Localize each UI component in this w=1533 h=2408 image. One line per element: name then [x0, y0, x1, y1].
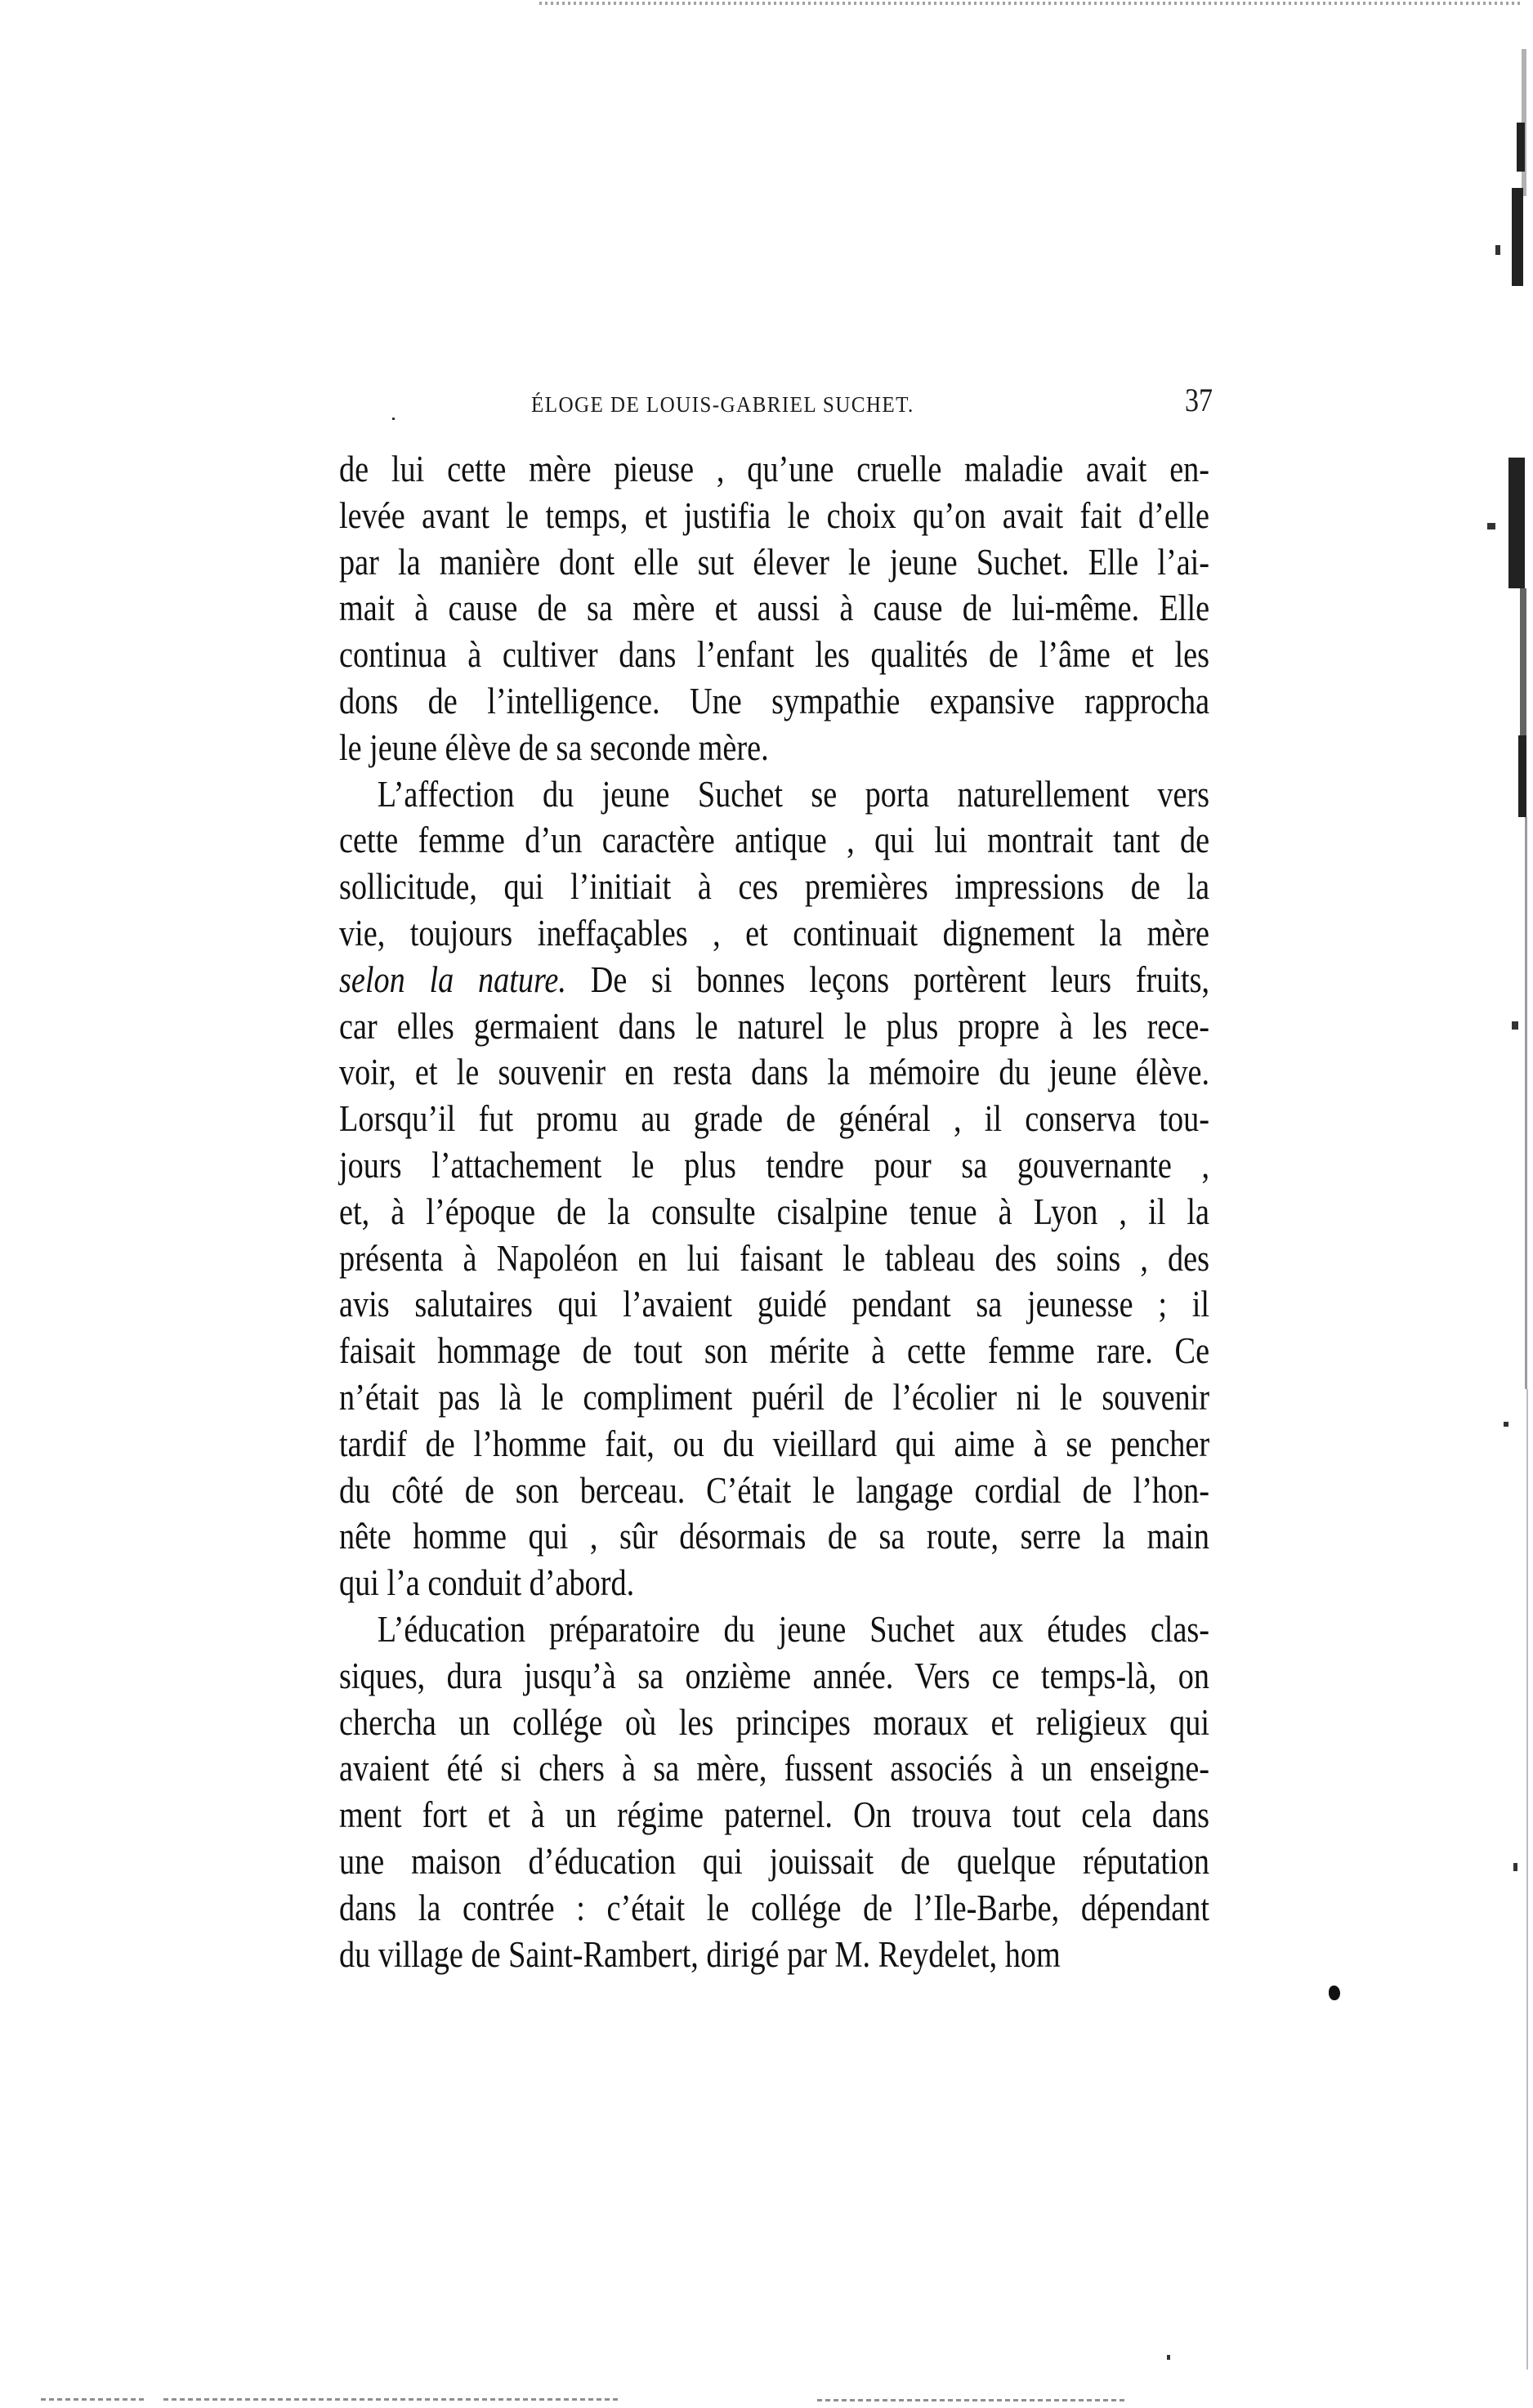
scan-right-edge-band — [1518, 735, 1526, 817]
text-line: L’éducation préparatoire du jeune Suchet aux études clas- — [377, 1608, 1210, 1650]
scan-bottom-edge-noise — [41, 2398, 147, 2401]
text-line: voir, et le souvenir en resta dans la mémoire du jeune élève. — [339, 1052, 1210, 1093]
paragraph — [339, 1606, 1209, 1977]
text-line: ment fort et à un régime paternel. On trouva tout cela dans — [339, 1794, 1210, 1836]
text-line: dons de l’intelligence. Une sympathie expansive rapprocha — [339, 680, 1210, 722]
scan-speckle — [1167, 2355, 1170, 2360]
scan-right-edge-band — [1525, 817, 1527, 1389]
paragraph — [339, 446, 1209, 771]
text-line: de lui cette mère pieuse , qu’une cruelle maladie avait en- — [339, 449, 1210, 489]
text-line: Lorsqu’il fut promu au grade de général , il conserva tou- — [339, 1098, 1210, 1140]
text-line: cette femme d’un caractère antique , qui lui montrait tant de — [339, 820, 1210, 861]
text-line: n’était pas là le compliment puéril de l’écolier ni le souvenir — [339, 1376, 1210, 1418]
ink-blot — [1329, 1986, 1340, 2000]
text-line: par la manière dont elle sut élever le jeune Suchet. Elle l’ai- — [339, 541, 1210, 583]
text-line: du village de Saint-Rambert, dirigé par M. Reydelet, hom — [339, 1933, 1061, 1975]
scan-top-edge-noise — [539, 2, 1520, 5]
text-line: faisait hommage de tout son mérite à cette femme rare. Ce — [339, 1330, 1210, 1372]
scan-right-edge-band — [1526, 1389, 1528, 2370]
text-line: tardif de l’homme fait, ou du vieillard qui aime à se pencher — [339, 1423, 1210, 1464]
scan-speckle — [1495, 245, 1500, 255]
scan-speckle — [1504, 1422, 1508, 1427]
scan-speckle — [1513, 1863, 1517, 1871]
scan-right-edge-band — [1508, 458, 1525, 588]
text-line: dans la contrée : c’était le collége de l’Ile-Barbe, dépendant — [339, 1887, 1210, 1928]
running-header — [531, 391, 940, 418]
text-line: jours l’attachement le plus tendre pour sa gouvernante , — [339, 1144, 1210, 1186]
page-number: 37 — [1185, 382, 1213, 418]
text-line: qui l’a conduit d’abord. — [339, 1562, 635, 1604]
text-line: siques, dura jusqu’à sa onzième année. Vers ce temps-là, on — [339, 1655, 1210, 1696]
text-line: levée avant le temps, et justifia le choix qu’on avait fait d’elle — [339, 494, 1210, 536]
text-line: sollicitude, qui l’initiait à ces premières impressions de la — [339, 866, 1210, 908]
scan-speckle — [1487, 523, 1495, 529]
paragraph — [339, 771, 1209, 1606]
scan-speckle — [1512, 1021, 1518, 1030]
scan-right-edge-band — [1517, 123, 1525, 172]
scan-right-edge-band — [1520, 588, 1526, 752]
text-line: du côté de son berceau. C’était le langage cordial de l’hon- — [339, 1469, 1210, 1511]
text-line: vie, toujours ineffaçables , et continuait dignement la mère — [339, 912, 1210, 954]
scan-right-edge-band — [1512, 188, 1523, 286]
text-line: le jeune élève de sa seconde mère. — [339, 726, 769, 768]
scan-bottom-edge-noise — [817, 2399, 1128, 2401]
text-line: nête homme qui , sûr désormais de sa route, serre la main — [339, 1516, 1210, 1557]
text-line: selon la nature. De si bonnes leçons portèrent leurs fruits, — [339, 958, 1210, 1000]
text-line: L’affection du jeune Suchet se porta naturellement vers — [377, 773, 1210, 815]
text-line: mait à cause de sa mère et aussi à cause de lui-même. Elle — [339, 587, 1210, 629]
text-line: chercha un collége où les principes moraux et religieux qui — [339, 1701, 1210, 1743]
text-line: avis salutaires qui l’avaient guidé pendant sa jeunesse ; il — [339, 1284, 1210, 1325]
text-line: car elles germaient dans le naturel le plus propre à les rece- — [339, 1005, 1210, 1047]
italic-phrase: selon la nature. — [339, 958, 566, 1000]
body-text — [339, 446, 1209, 1977]
text-line: avaient été si chers à sa mère, fussent associés à un enseigne- — [339, 1748, 1210, 1789]
text-line: et, à l’époque de la consulte cisalpine tenue à Lyon , il la — [339, 1191, 1210, 1232]
scan-speckle — [392, 418, 395, 420]
running-header-title: ÉLOGE DE LOUIS-GABRIEL SUCHET. — [531, 392, 914, 417]
text-line: présenta à Napoléon en lui faisant le tableau des soins , des — [339, 1237, 1210, 1279]
text-line: une maison d’éducation qui jouissait de quelque réputation — [339, 1840, 1210, 1882]
text-line: continua à cultiver dans l’enfant les qualités de l’âme et les — [339, 634, 1210, 676]
scan-bottom-edge-noise — [163, 2398, 621, 2401]
